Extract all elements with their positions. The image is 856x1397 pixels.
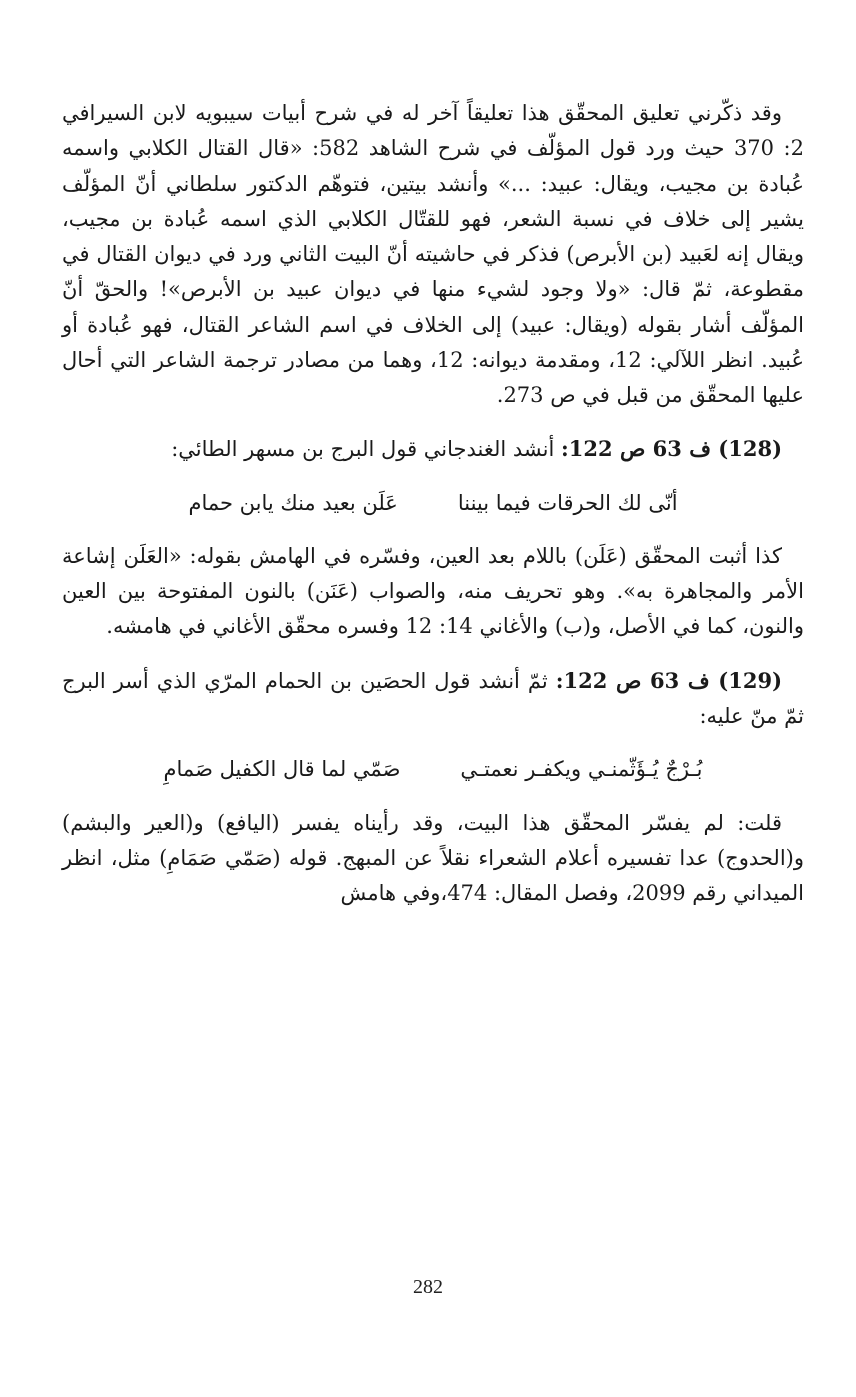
page-body [62, 96, 804, 929]
section-128-reference: (128) ف 63 ص 122: [561, 436, 782, 462]
paragraph-commentary-3: قلت: لم يفسّر المحقّق هذا البيت، وقد رأيناه يفسر (اليافع) و(العير والبشم) و(الحدوج) عدا تفسيره أعلام الشعراء نقلاً عن المبهج. قوله (صَمّي صَمَامِ) مثل، انظر الميداني رقم 2099، وفصل المقال: 474،وفي هامش [62, 810, 804, 906]
paragraph-commentary-1: وقد ذكّرني تعليق المحقّق هذا تعليقاً آخر له في شرح أبيات سيبويه لابن السيرافي 2: 370 حيث ورد قول المؤلّف في شرح الشاهد 582: «قال القتال الكلابي واسمه عُبادة بن مجيب، ويقال: عبيد: ...» وأنشد بيتين، فتوهّم الدكتور سلطاني أنّ المؤلّف يشير إلى خلاف في نسبة الشعر، فهو للقتّال الكلابي الذي اسمه عُبادة بن مجيب، ويقال إنه لعَبيد (بن الأبرص) فذكر في حاشيته أنّ البيت الثاني ورد في ديوان القتال في مقطوعة، ثمّ قال: «ولا وجود لشيء منها في ديوان عبيد بن الأبرص»! والحقّ أنّ المؤلّف أشار بقوله (ويقال: عبيد) إلى الخلاف في اسم الشاعر القتال، فهو عُبادة أو عُبيد. انظر اللآلي: 12، ومقدمة ديوانه: 12، وهما من مصادر ترجمة الشاعر التي أحال عليها المحقّق من قبل في ص 273. [62, 101, 804, 408]
page-number: 282 [413, 1276, 443, 1298]
verse-2 [62, 752, 804, 787]
section-129-intro: ثمّ أنشد قول الحصَين بن الحمام المرّي الذي أسر البرج ثمّ منّ عليه: [62, 668, 804, 728]
verse-1-first-hemistich: أنّى لك الحرقات فيما بيننا [457, 490, 678, 515]
section-128-intro: أنشد الغندجاني قول البرج بن مسهر الطائي: [171, 437, 562, 462]
verse-1-second-hemistich: عَلَن بعيد منك يابن حمام [188, 490, 398, 515]
verse-2-first-hemistich: بُـرْجٌ يُـؤَثّمنـي ويكفـر نعمتـي [460, 757, 703, 782]
section-128-heading [62, 431, 804, 467]
section-129-reference: (129) ف 63 ص 122: [555, 667, 782, 693]
verse-1 [62, 486, 804, 521]
section-129-heading [62, 663, 804, 735]
paragraph-commentary-2: كذا أثبت المحقّق (عَلَن) باللام بعد العين، وفسّره في الهامش بقوله: «العَلَن إشاعة الأمر والمجاهرة به». وهو تحريف منه، والصواب (عَنَن) بالنون المفتوحة بين العين والنون، كما في الأصل، و(ب) والأغاني 14: 12 وفسره محقّق الأغاني في هامشه. [62, 543, 804, 639]
verse-2-second-hemistich: صَمّي لما قال الكفيل صَمامِ [163, 757, 401, 782]
